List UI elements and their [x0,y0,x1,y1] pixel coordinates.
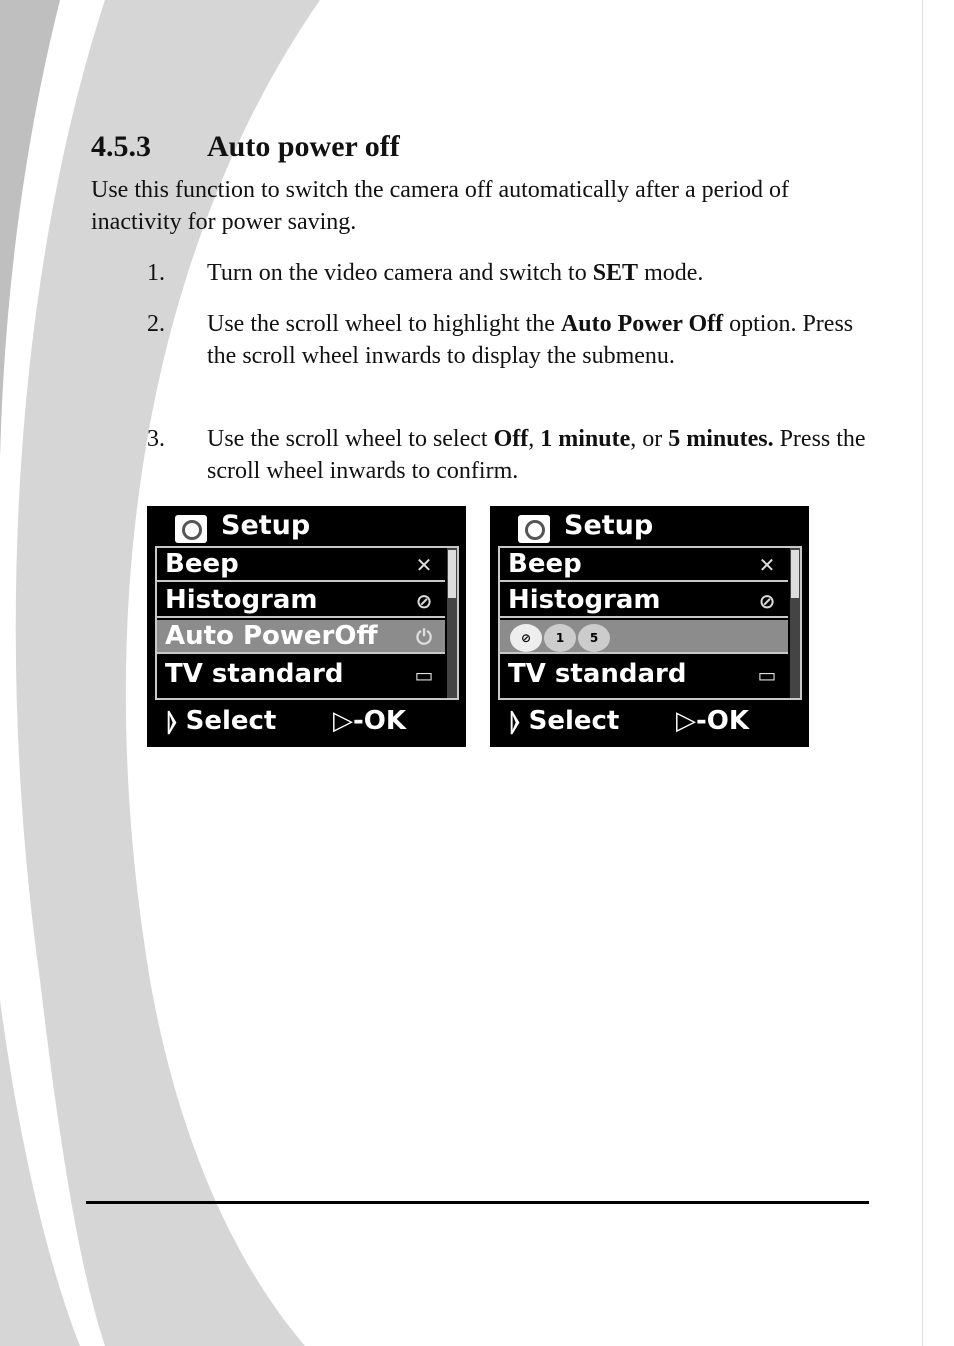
press-icon: ▷ [676,706,696,736]
screen-title: Setup [221,510,311,541]
camera-screen-auto-poweroff-submenu [490,506,809,747]
menu-item-histogram[interactable] [500,584,788,618]
step-number: 2. [147,311,165,337]
auto-power-off-icon: ⏻ [416,625,432,649]
screen-footer [167,706,407,737]
menu-item-beep[interactable] [500,548,788,582]
menu-item-label: Histogram [165,585,318,615]
menu-scrollbar[interactable] [790,548,800,698]
menu-item-histogram[interactable] [157,584,445,618]
press-icon: ▷ [333,706,353,736]
select-hint: Select [185,706,277,736]
power-off-1min-icon[interactable]: 1 [544,624,576,652]
tv-standard-icon: ▭ [414,663,434,687]
setup-gear-icon [518,515,550,543]
menu-item-tv-standard[interactable] [157,658,445,692]
camera-screen-setup-menu [147,506,466,747]
step-text: Turn on the video camera and switch to SET mode. [207,260,704,286]
scrollbar-thumb[interactable] [791,550,799,598]
screen-footer [510,706,750,737]
power-off-disabled-icon[interactable]: ⊘ [510,624,542,652]
menu-item-auto-poweroff[interactable] [157,620,445,654]
page-edge-line [922,0,923,1346]
menu-item-label: Histogram [508,585,661,615]
beep-off-icon: ✕ [758,553,776,577]
scroll-wheel-icon: ⦊ [167,706,177,736]
intro-paragraph: Use this function to switch the camera off automatically after a period of inactivity for power saving. [91,177,789,235]
menu-item-label: Auto PowerOff [165,621,378,651]
step-text: Use the scroll wheel to select Off, 1 minute, or 5 minutes. Press the scroll wheel inwards to confirm. [207,426,866,484]
ok-hint: ▷-OK [676,706,750,736]
menu-item-label: Beep [508,549,582,579]
histogram-off-icon: ⊘ [758,589,776,613]
screen-title: Setup [564,510,654,541]
histogram-off-icon: ⊘ [415,589,433,613]
setup-gear-icon [175,515,207,543]
section-title: Auto power off [207,130,400,163]
menu-list [498,546,802,700]
tv-standard-icon: ▭ [757,663,777,687]
menu-scrollbar[interactable] [447,548,457,698]
submenu-options [510,624,610,652]
select-hint: Select [528,706,620,736]
menu-item-beep[interactable] [157,548,445,582]
menu-item-label: TV standard [165,659,344,689]
section-number: 4.5.3 [91,130,151,163]
menu-item-tv-standard[interactable] [500,658,788,692]
power-off-5min-icon[interactable]: 5 [578,624,610,652]
step-number: 3. [147,426,165,452]
submenu-auto-poweroff [500,620,788,654]
menu-item-label: Beep [165,549,239,579]
scroll-wheel-icon: ⦊ [510,706,520,736]
step-text: Use the scroll wheel to highlight the Auto Power Off option. Press the scroll wheel inwards to display the submenu. [207,311,854,369]
menu-list [155,546,459,700]
scrollbar-thumb[interactable] [448,550,456,598]
footer-rule [86,1201,869,1204]
step-number: 1. [147,260,165,286]
ok-hint: ▷-OK [333,706,407,736]
beep-off-icon: ✕ [415,553,433,577]
menu-item-label: TV standard [508,659,687,689]
section-heading [91,130,400,164]
